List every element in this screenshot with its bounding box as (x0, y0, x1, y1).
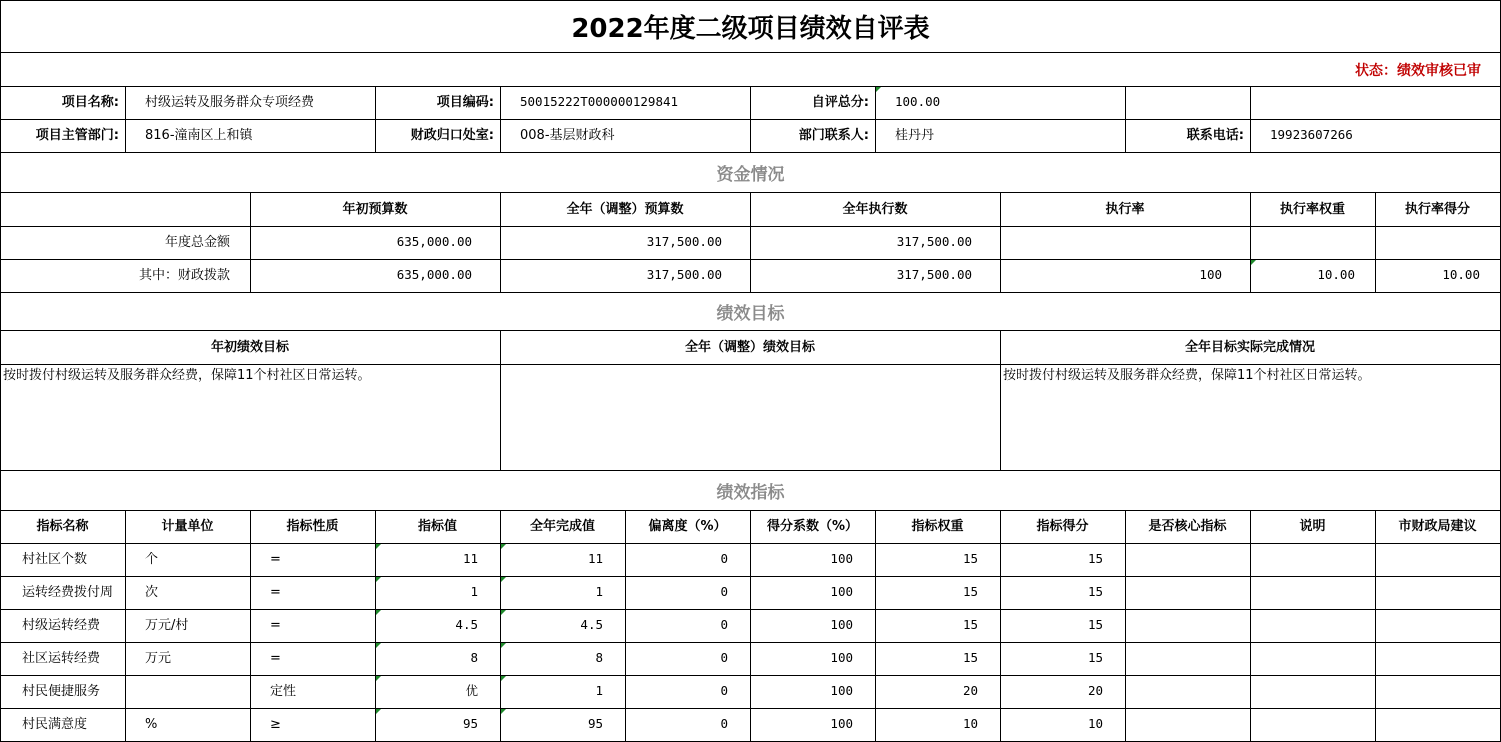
cell-comment-marker (376, 643, 381, 648)
indicator-cell (1375, 642, 1500, 675)
goal-header: 全年（调整）绩效目标 (684, 339, 815, 355)
indicator-cell: 优 (465, 683, 478, 699)
indicator-cell (1125, 543, 1250, 576)
indicator-cell (1250, 642, 1375, 675)
indicator-cell: 0 (720, 716, 728, 732)
indicator-cell: 万元 (145, 651, 172, 666)
goal-text: 按时拨付村级运转及服务群众经费，保障11个村社区日常运转。 (1003, 368, 1371, 383)
indicator-header: 指标得分 (1036, 519, 1089, 534)
indicator-cell (1375, 609, 1500, 642)
indicator-cell: 10 (1087, 716, 1103, 732)
goal-text: 按时拨付村级运转及服务群众经费，保障11个村社区日常运转。 (3, 368, 371, 383)
indicator-cell: 0 (720, 617, 728, 633)
finance-office-value: 008-基层财政科 (520, 128, 615, 143)
phone-value: 19923607266 (1270, 127, 1353, 143)
funds-header: 全年执行数 (842, 201, 908, 217)
grid-line-h (0, 0, 1501, 1)
indicator-cell: 15 (1087, 650, 1103, 666)
indicator-cell (1125, 609, 1250, 642)
cell-comment-marker (501, 577, 506, 582)
indicator-cell (1250, 543, 1375, 576)
indicator-cell: 8 (470, 650, 478, 666)
indicator-header: 指标性质 (286, 519, 339, 534)
score-label: 自评总分: (811, 95, 869, 110)
page-title: 2022年度二级项目绩效自评表 (571, 13, 930, 44)
status-label: 状态：绩效审核已审 (1355, 63, 1481, 79)
indicator-cell: 村级运转经费 (22, 618, 101, 633)
contact-value: 桂丹丹 (895, 128, 935, 143)
indicator-cell: 10 (962, 716, 978, 732)
dept-value: 816-潼南区上和镇 (145, 128, 253, 143)
indicator-cell: 100 (830, 584, 853, 600)
indicator-header: 得分系数（%） (766, 519, 859, 534)
indicator-cell: 100 (830, 650, 853, 666)
indicator-cell: 个 (145, 552, 159, 567)
indicator-cell: 定性 (270, 684, 297, 699)
cell-comment-marker (501, 676, 506, 681)
cell-comment-marker (1251, 260, 1256, 265)
funds-cell: 317,500.00 (896, 234, 972, 250)
indicator-cell (1125, 708, 1250, 741)
indicator-cell: 0 (720, 551, 728, 567)
indicators-section-title: 绩效指标 (716, 482, 785, 503)
cell-comment-marker (376, 577, 381, 582)
goal-header: 年初绩效目标 (210, 339, 289, 355)
indicator-cell (1250, 708, 1375, 741)
goal-text (500, 364, 1000, 470)
funds-cell: 100 (1199, 267, 1222, 283)
indicator-cell: 15 (962, 650, 978, 666)
indicator-cell: 100 (830, 716, 853, 732)
indicator-cell: 15 (1087, 584, 1103, 600)
funds-section-title: 资金情况 (716, 164, 785, 185)
indicator-cell (1250, 576, 1375, 609)
indicator-cell: = (270, 552, 281, 567)
funds-cell: 317,500.00 (896, 267, 972, 283)
cell-comment-marker (376, 544, 381, 549)
indicator-header: 说明 (1299, 519, 1326, 534)
cell-comment-marker (376, 709, 381, 714)
project-name-label: 项目名称: (61, 95, 119, 110)
indicator-cell: 11 (462, 551, 478, 567)
indicator-cell: 20 (962, 683, 978, 699)
indicator-cell: 15 (962, 584, 978, 600)
indicator-cell: 15 (962, 617, 978, 633)
indicator-cell: 1 (595, 584, 603, 600)
finance-office-label: 财政归口处室: (410, 128, 494, 143)
indicator-cell: 95 (587, 716, 603, 732)
funds-cell: 317,500.00 (646, 234, 722, 250)
project-code-label: 项目编码: (436, 95, 494, 110)
indicator-cell (1250, 609, 1375, 642)
indicator-cell: = (270, 618, 281, 633)
funds-cell (1000, 226, 1250, 259)
funds-header: 执行率得分 (1404, 201, 1470, 217)
indicator-cell: 100 (830, 617, 853, 633)
indicator-cell (1375, 576, 1500, 609)
cell-comment-marker (376, 610, 381, 615)
indicator-header: 计量单位 (161, 519, 214, 534)
indicator-cell: ≥ (270, 717, 281, 732)
indicator-cell: 4.5 (455, 617, 478, 633)
indicator-cell: 100 (830, 683, 853, 699)
indicator-cell (1250, 675, 1375, 708)
indicator-cell: = (270, 651, 281, 666)
indicator-cell: 1 (595, 683, 603, 699)
project-name-value: 村级运转及服务群众专项经费 (145, 95, 315, 110)
indicator-cell: = (270, 585, 281, 600)
funds-cell: 635,000.00 (396, 234, 472, 250)
goals-section-title: 绩效目标 (716, 303, 785, 324)
indicator-cell: 村社区个数 (22, 552, 88, 567)
indicator-cell: 0 (720, 650, 728, 666)
cell-comment-marker (501, 610, 506, 615)
indicator-cell (1375, 543, 1500, 576)
phone-label: 联系电话: (1186, 128, 1244, 143)
indicator-header: 指标权重 (911, 519, 964, 534)
indicator-header: 指标名称 (36, 519, 89, 534)
indicator-cell (1375, 708, 1500, 741)
funds-cell (1375, 226, 1500, 259)
indicator-header: 偏离度（%） (648, 519, 727, 534)
indicator-cell: 4.5 (580, 617, 603, 633)
indicator-cell: 15 (1087, 617, 1103, 633)
cell-comment-marker (376, 676, 381, 681)
indicator-cell: 村民满意度 (22, 717, 88, 732)
project-code-value: 50015222T000000129841 (520, 94, 679, 110)
indicator-cell: 8 (595, 650, 603, 666)
cell-comment-marker (876, 87, 881, 92)
indicator-cell: 0 (720, 683, 728, 699)
funds-header: 执行率 (1105, 201, 1145, 217)
score-value: 100.00 (895, 94, 941, 110)
goal-header: 全年目标实际完成情况 (1184, 339, 1315, 355)
indicator-cell: 20 (1087, 683, 1103, 699)
indicator-cell: 社区运转经费 (22, 651, 101, 666)
indicator-cell: 100 (830, 551, 853, 567)
indicator-cell: 运转经费拨付周 (22, 585, 114, 600)
indicator-cell (125, 675, 250, 708)
indicator-cell: 次 (145, 585, 159, 600)
funds-cell: 10.00 (1317, 267, 1355, 283)
grid-line-h (0, 52, 1501, 53)
cell-comment-marker (501, 709, 506, 714)
indicator-header: 全年完成值 (529, 519, 595, 534)
indicator-cell (1125, 675, 1250, 708)
funds-cell: 10.00 (1442, 267, 1480, 283)
indicator-header: 是否核心指标 (1148, 519, 1227, 534)
indicator-cell (1125, 642, 1250, 675)
funds-row-label: 其中：财政拨款 (138, 268, 230, 283)
funds-cell (1250, 226, 1375, 259)
indicator-cell: 0 (720, 584, 728, 600)
indicator-cell: 15 (962, 551, 978, 567)
funds-cell: 635,000.00 (396, 267, 472, 283)
cell-comment-marker (501, 544, 506, 549)
funds-header: 执行率权重 (1279, 201, 1345, 217)
funds-header: 年初预算数 (342, 201, 408, 217)
indicator-cell: 村民便捷服务 (22, 684, 101, 699)
indicator-header: 指标值 (417, 519, 457, 534)
indicator-cell: 万元/村 (145, 618, 189, 633)
funds-row-label: 年度总金额 (164, 235, 230, 250)
funds-header: 全年（调整）预算数 (566, 201, 684, 217)
indicator-cell: 95 (462, 716, 478, 732)
indicator-cell: 11 (587, 551, 603, 567)
indicator-cell: 15 (1087, 551, 1103, 567)
dept-label: 项目主管部门: (35, 128, 119, 143)
cell-comment-marker (501, 643, 506, 648)
contact-label: 部门联系人: (798, 128, 869, 143)
indicator-cell: % (145, 717, 158, 732)
indicator-header: 市财政局建议 (1398, 519, 1477, 534)
funds-cell: 317,500.00 (646, 267, 722, 283)
indicator-cell (1125, 576, 1250, 609)
indicator-cell (1375, 675, 1500, 708)
indicator-cell: 1 (470, 584, 478, 600)
